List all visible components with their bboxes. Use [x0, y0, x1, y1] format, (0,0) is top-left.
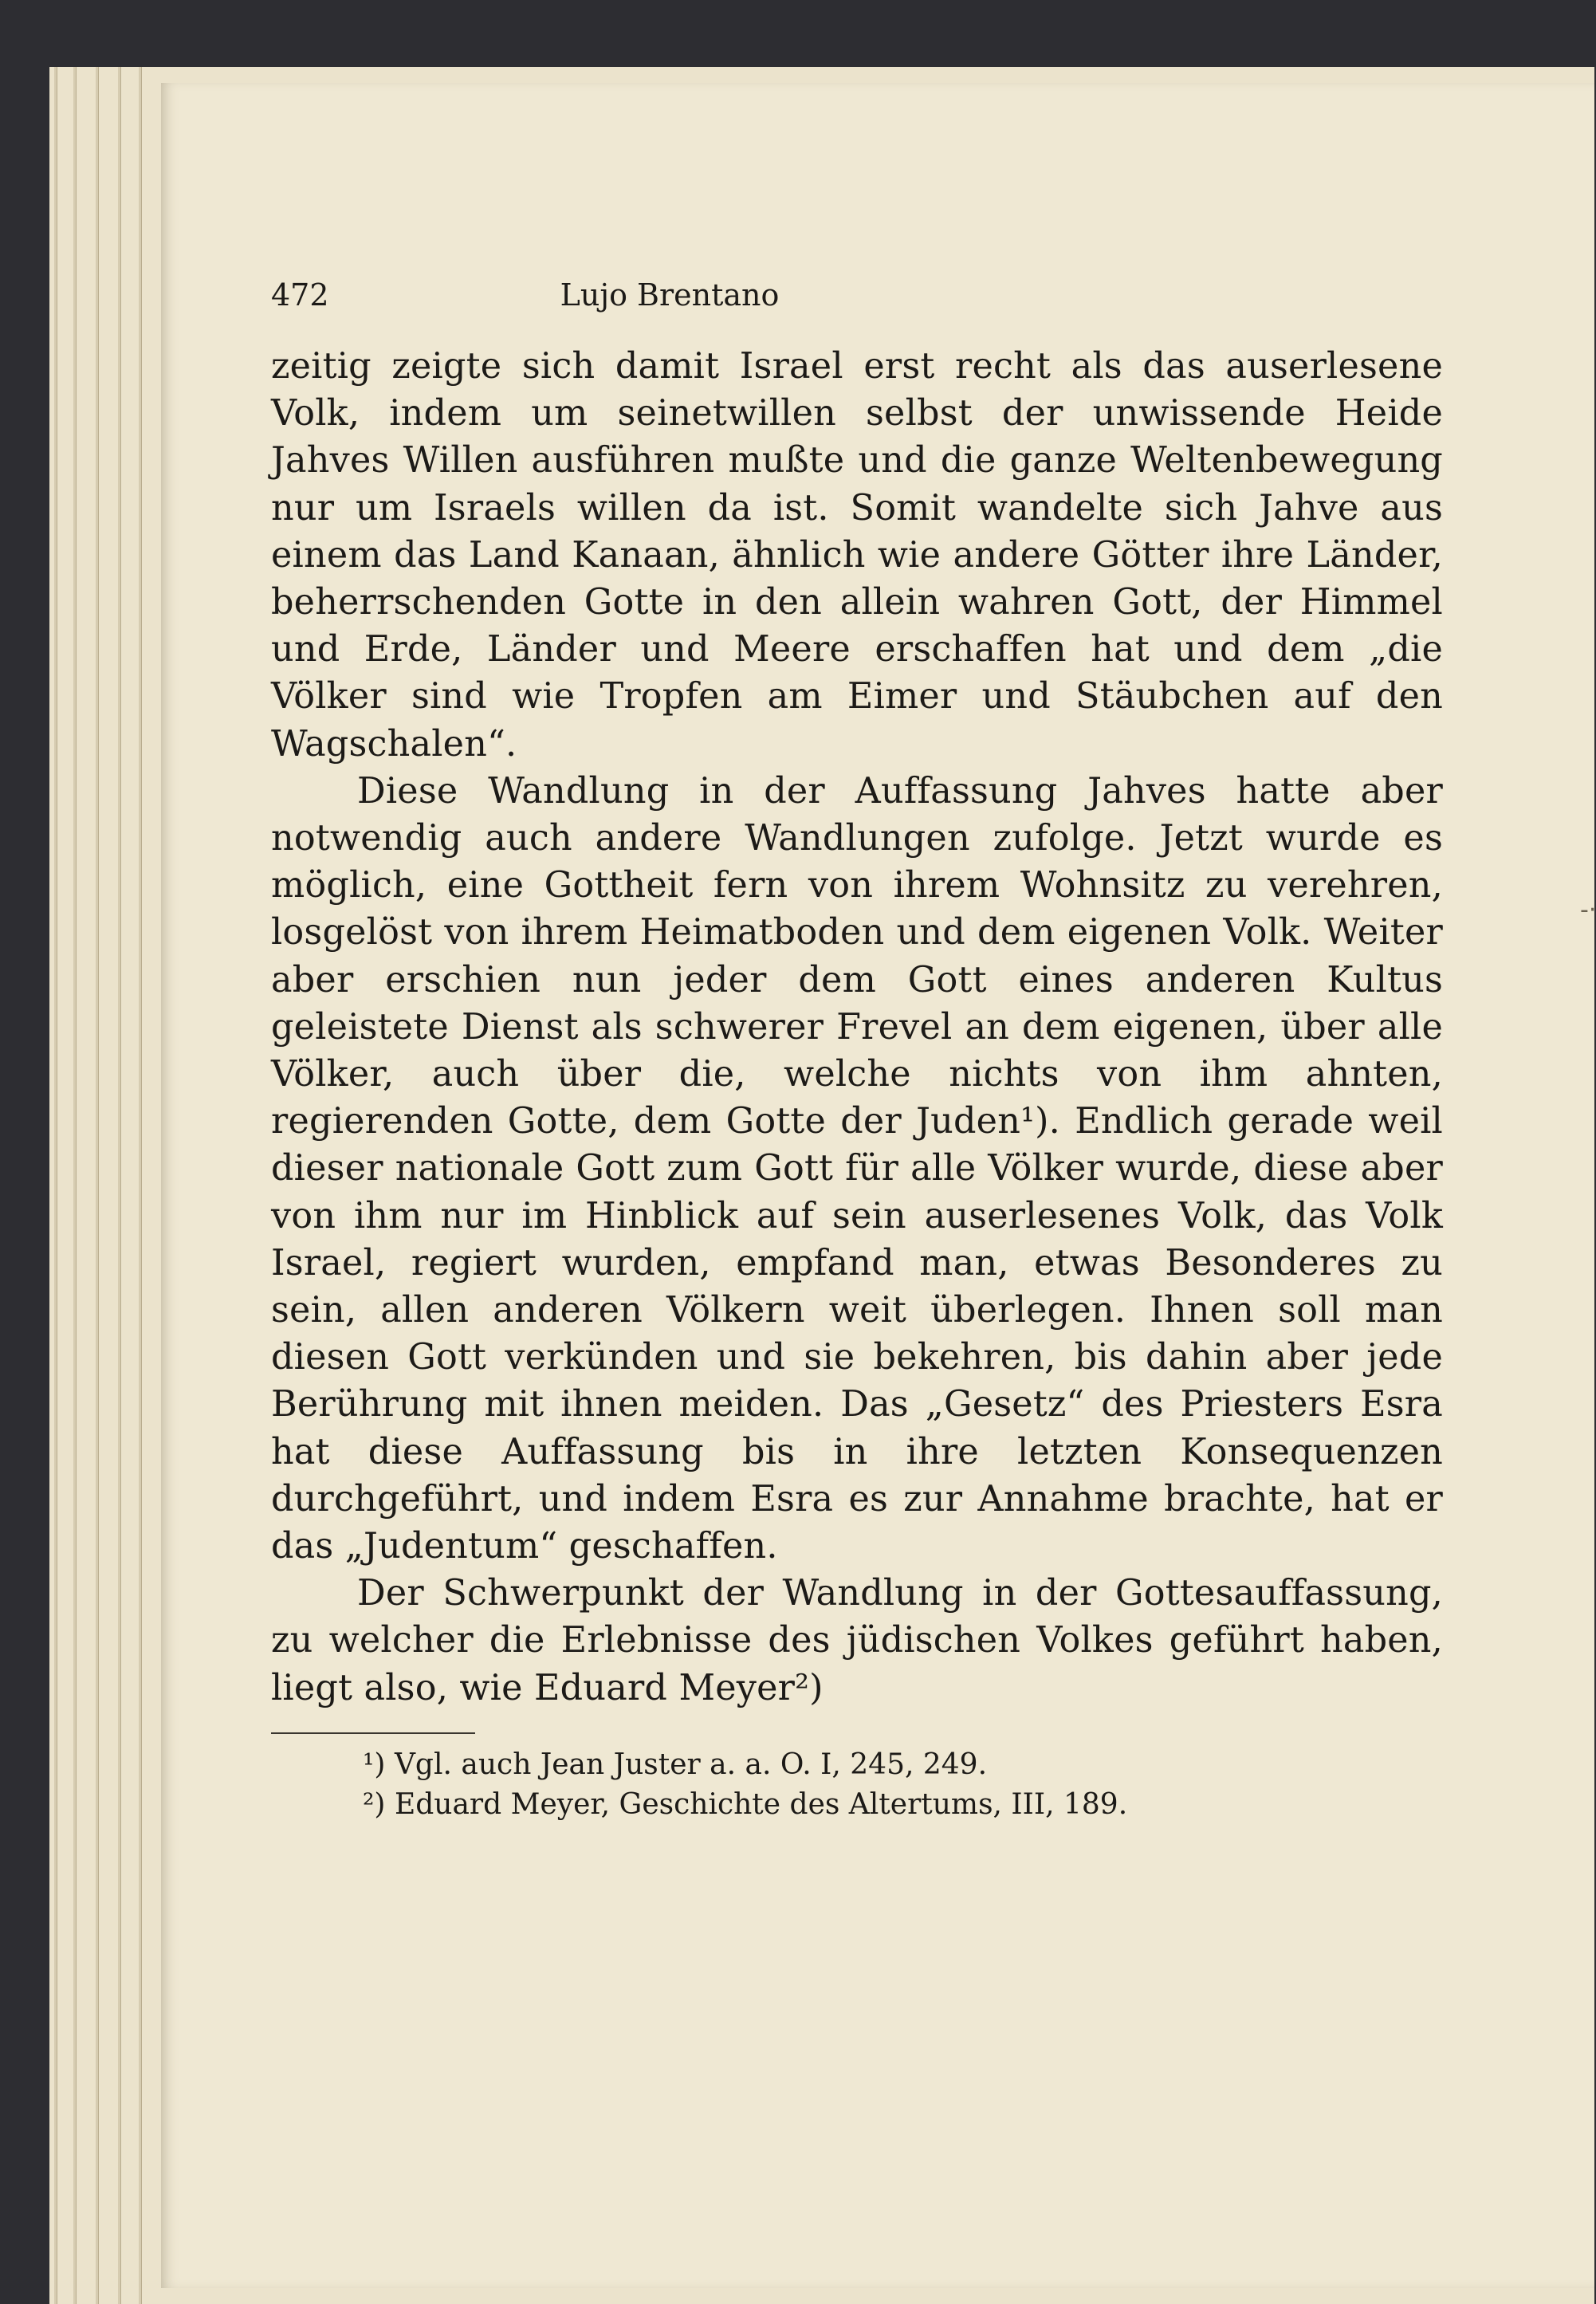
footnotes	[271, 1745, 1443, 1825]
footnote-mark: ²)	[363, 1787, 386, 1821]
running-title: Lujo Brentano	[560, 277, 780, 313]
paragraph: Der Schwerpunkt der Wandlung in der Gottesauffassung, zu welcher die Erlebnisse des jüdischen Volkes geführt haben, liegt also, wie Eduard Meyer²)	[271, 1573, 1443, 1708]
footnote-rule	[271, 1732, 475, 1734]
body-text	[271, 343, 1443, 1712]
footnote-mark: ¹)	[363, 1748, 386, 1781]
footnote	[363, 1745, 1443, 1785]
margin-mark: -·	[1580, 896, 1596, 924]
running-header	[271, 271, 1443, 319]
page-edge	[139, 67, 142, 2304]
footnote-text: Vgl. auch Jean Juster a. a. O. I, 245, 249.	[394, 1748, 988, 1781]
page-edge	[96, 67, 99, 2304]
text-block	[271, 271, 1443, 1825]
paragraph: Diese Wandlung in der Auffassung Jahves hatte aber notwendig auch andere Wandlungen zufolge. Jetzt wurde es möglich, eine Gottheit fern von ihrem Wohnsitz zu verehren, losgelöst von ihrem Heimatboden und dem eigenen Volk. Weiter aber erschien nun jeder dem Gott eines anderen Kultus geleistete Dienst als schwerer Frevel an dem eigenen, über alle Völker, auch über die, welche nichts von ihm ahnten, regierenden Gotte, dem Gotte der Juden¹). Endlich gerade weil dieser nationale Gott zum Gott für alle Völker wurde, diese aber von ihm nur im Hinblick auf sein auserlesenes Volk, das Volk Israel, regiert wurden, empfand man, etwas Besonderes zu sein, allen anderen Völkern weit überlegen. Ihnen soll man diesen Gott verkünden und sie bekehren, bis dahin aber jede Berührung mit ihnen meiden. Das „Gesetz“ des Priesters Esra hat diese Auffassung bis in ihre letzten Konsequenzen durchgeführt, und indem Esra es zur Annahme brachte, hat er das „Judentum“ geschaffen.	[271, 770, 1443, 1567]
paragraph: zeitig zeigte sich damit Israel erst recht als das auserlesene Volk, indem um seinetwillen selbst der unwissende Heide Jahves Willen ausführen mußte und die ganze Weltenbewegung nur um Israels willen da ist. Somit wandelte sich Jahve aus einem das Land Kanaan, ähnlich wie andere Götter ihre Länder, beherrschenden Gotte in den allein wahren Gott, der Himmel und Erde, Länder und Meere erschaffen hat und dem „die Völker sind wie Tropfen am Eimer und Stäubchen auf den Wagschalen“.	[271, 346, 1443, 765]
page-edge	[118, 67, 121, 2304]
page-number: 472	[271, 277, 329, 313]
footnote-text: Eduard Meyer, Geschichte des Altertums, III, 189.	[394, 1787, 1128, 1821]
page-edge	[73, 67, 77, 2304]
footnote	[363, 1785, 1443, 1825]
page-edge	[54, 67, 57, 2304]
